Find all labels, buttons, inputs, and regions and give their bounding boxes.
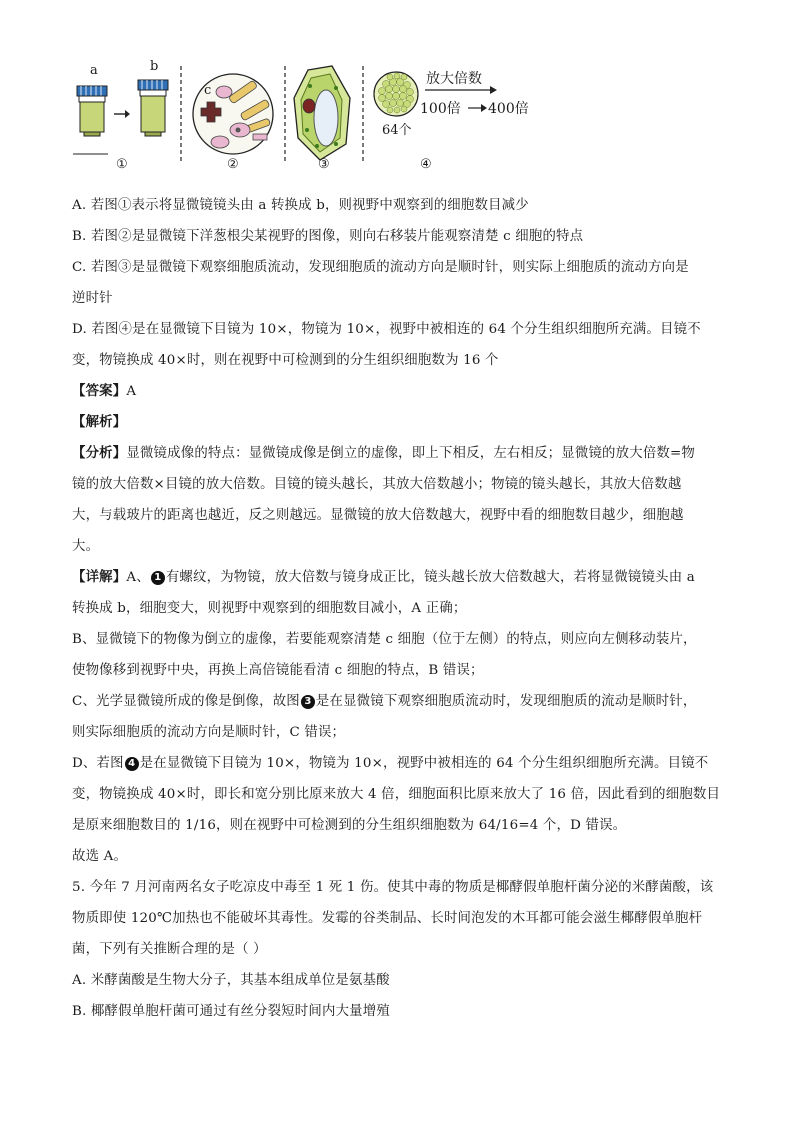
question-5-stem-2: 物质即使 120℃加热也不能破坏其毒性。发霉的谷类制品、长时间泡发的木耳都可能会滋生椰酵假单胞杆 [72,911,703,926]
xiangjie-c-text-1: 是在显微镜下观察细胞质流动时，发现细胞质的流动是顺时针， [315,694,697,709]
option-a: A. 若图①表示将显微镜镜头由 a 转换成 b，则视野中观察到的细胞数目减少 [72,198,529,213]
microscope-figure [70,58,540,180]
fenxi-text-1: 显微镜成像的特点：显微镜成像是倒立的虚像，即上下相反，左右相反；显微镜的放大倍数=物 [126,446,696,461]
fenxi-line-4: 大。 [72,539,100,554]
xiangjie-c-line-2: 则实际细胞质的流动方向是顺时针，C 错误； [72,725,346,740]
xiangjie-c-line-1 [72,686,722,717]
fenxi-tag: 【分析】 [72,445,127,461]
panel-4-label: ④ [420,157,432,172]
panel-3-label: ③ [318,157,330,172]
question-5-stem-1: 5. 今年 7 月河南两名女子吃凉皮中毒至 1 死 1 伤。使其中毒的物质是椰酵假单胞杆菌分泌的米酵菌酸，该 [72,880,714,895]
lens-a-icon [77,86,107,136]
xiangjie-c-prefix: C、光学显微镜所成的像是倒像，故图 [72,694,300,709]
circled-number-3: 3 [301,695,315,709]
xiangjie-a-line-2: 转换成 b，细胞变大，则视野中观察到的细胞数目减小，A 正确； [72,601,467,616]
panel-1-label: ① [116,157,128,172]
label-c: c [204,83,212,98]
label-b: b [150,59,159,74]
option-c-line-1: C. 若图③是显微镜下观察细胞质流动，发现细胞质的流动方向是顺时针，则实际上细胞质的流动方向是 [72,260,689,275]
xiangjie-tag: 【详解】 [72,569,127,585]
option-d-line-1: D. 若图④是在显微镜下目镜为 10×，物镜为 10×，视野中被相连的 64 个分生组织细胞所充满。目镜不 [72,322,701,337]
question-5-option-a: A. 米酵菌酸是生物大分子，其基本组成单位是氨基酸 [72,973,390,988]
fenxi-line-1 [72,438,722,469]
analysis-tag: 【解析】 [72,414,127,430]
question-5-option-b: B. 椰酵假单胞杆菌可通过有丝分裂短时间内大量增殖 [72,1004,390,1019]
xiangjie-b-line-2: 使物像移到视野中央，再换上高倍镜能看清 c 细胞的特点，B 错误； [72,663,484,678]
xiangjie-a-line-1 [72,562,722,593]
xiangjie-d-line-2: 变，物镜换成 40×时，即长和宽分别比原来放大 4 倍，细胞面积比原来放大了 16 倍，因此看到的细胞数目 [72,787,721,802]
fenxi-line-2: 镜的放大倍数×目镜的放大倍数。目镜的镜头越长，其放大倍数越小；物镜的镜头越长，其放大倍数越 [72,477,682,492]
answer-value: A [126,384,137,399]
answer-line [72,376,722,407]
xiangjie-d-line-1 [72,748,722,779]
option-d-line-2: 变，物镜换成 40×时，则在视野中可检测到的分生组织细胞数为 16 个 [72,353,499,368]
xiangjie-a-prefix: A、 [126,570,150,585]
option-b: B. 若图②是显微镜下洋葱根尖某视野的图像，则向右移装片能观察清楚 c 细胞的特点 [72,229,584,244]
question-5-stem-3: 菌，下列有关推断合理的是（ ） [72,942,267,957]
xiangjie-d-prefix: D、若图 [72,756,124,771]
conclusion: 故选 A。 [72,849,128,864]
label-a: a [90,63,98,78]
fenxi-line-3: 大，与载玻片的距离也越近，反之则越远。显微镜的放大倍数越大，视野中看的细胞数目越少，细胞越 [72,508,684,523]
circled-number-4: 4 [125,757,139,771]
xiangjie-b-line-1: B、显微镜下的物像为倒立的虚像，若要能观察清楚 c 细胞（位于左侧）的特点，则应向左侧移动装片， [72,632,697,647]
answer-tag: 【答案】 [72,383,127,399]
document-body [72,190,722,1027]
magnify-title: 放大倍数 [426,71,482,87]
magnify-to: 400倍 [488,101,529,117]
xiangjie-d-line-3: 是原来细胞数目的 1/16，则在视野中可检测到的分生组织细胞数为 64/16=4 个，D 错误。 [72,818,627,833]
circled-number-1: 1 [151,571,165,585]
magnify-from: 100倍 [420,101,461,117]
panel-2-label: ② [227,157,239,172]
xiangjie-a-text-1: 有螺纹，为物镜，放大倍数与镜身成正比，镜头越长放大倍数越大，若将显微镜镜头由 a [165,570,695,585]
plant-cell-icon [294,66,350,160]
xiangjie-d-text-1: 是在显微镜下目镜为 10×，物镜为 10×，视野中被相连的 64 个分生组织细胞所充满。目镜不 [139,756,709,771]
cell-cluster-icon [374,72,418,116]
lens-b-icon [138,80,168,136]
option-c-line-2: 逆时针 [72,291,113,306]
cell-count: 64个 [382,123,412,138]
